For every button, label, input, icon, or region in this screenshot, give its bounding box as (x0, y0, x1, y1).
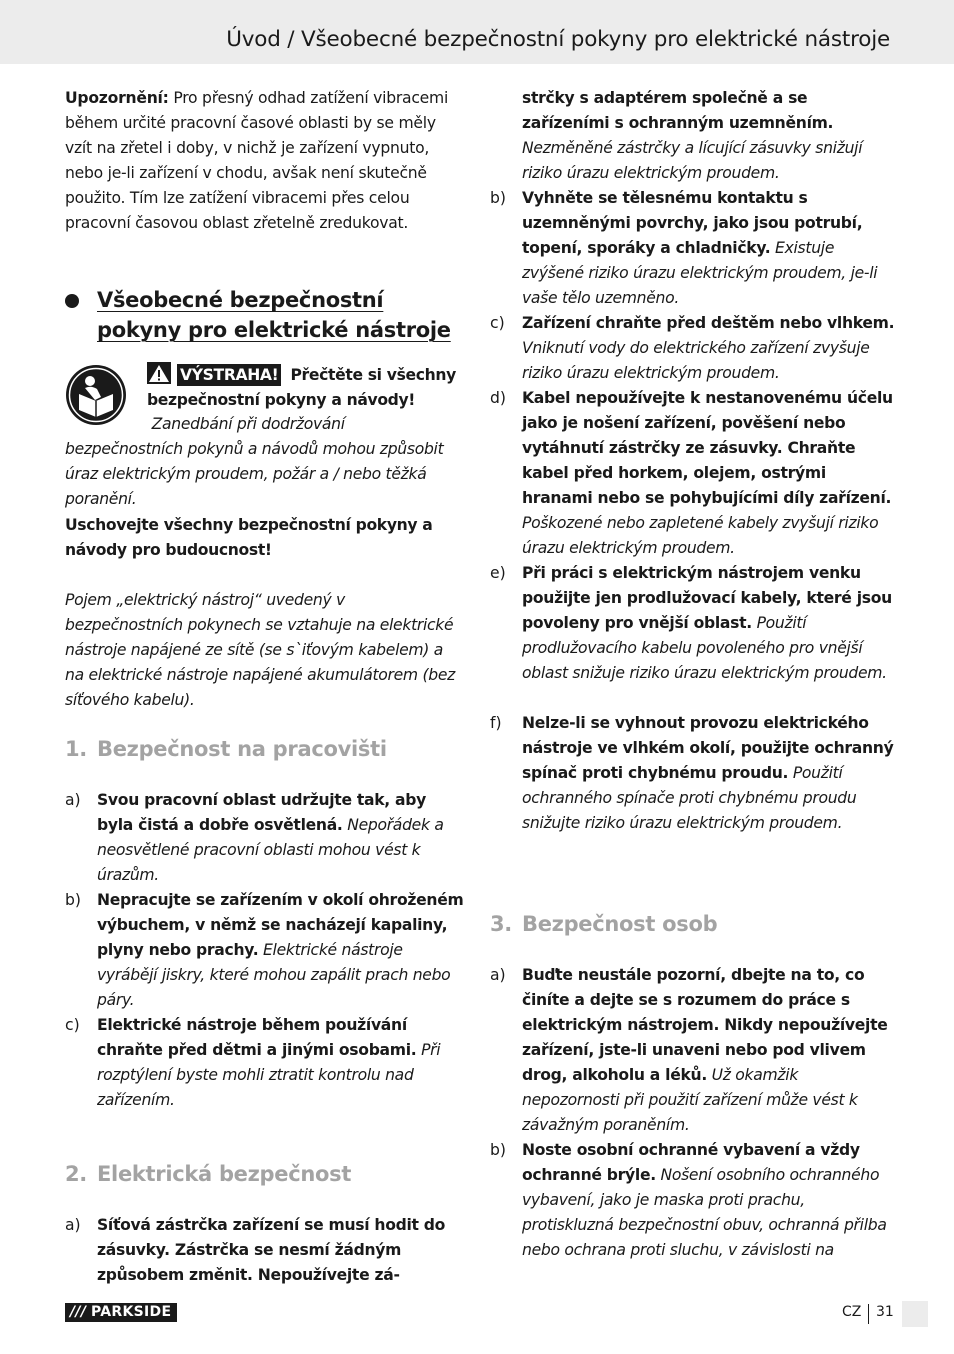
page-number: 31 (876, 1304, 894, 1320)
note-text: Pro přesný odhad zatížení vibracemi během určité pracovní časové oblasti by se měly vzít na zřetel i doby, v nichž je zařízení vypnuto, nebo je-li zařízení v chodu, avšak není skutečně použito. Tím lze zatížení vibracemi přes celou pracovní časovou oblast zřetelně zredukovat. (65, 89, 449, 232)
footer-band (902, 1301, 928, 1327)
heading-bullet (65, 294, 79, 308)
warning-label: VÝSTRAHA! (177, 364, 281, 386)
note-label: Upozornění: (65, 89, 169, 107)
logo-stripes: /// (70, 1304, 87, 1320)
warning-triangle-icon (147, 362, 171, 384)
main-heading-text: Všeobecné bezpečnostní pokyny pro elektrické nástroje (97, 288, 451, 342)
warning-block (147, 362, 467, 413)
keep-instructions: Uschovejte všechny bezpečnostní pokyny a návody pro budoucnost! (65, 516, 433, 559)
warning-bold: Přečtěte si všechny bezpečnostní pokyny a návody! (147, 366, 456, 409)
logo-text: PARKSIDE (91, 1304, 172, 1320)
vibration-note (65, 86, 465, 236)
language-code: CZ (842, 1304, 862, 1320)
footer-divider (868, 1304, 869, 1324)
warning-text: Zanedbání při dodržování bezpečnostních pokynů a návodů mohou způsobit úraz elektrickým proudem, požár a / nebo těžká poranění. (65, 415, 444, 508)
term-definition: Pojem „elektrický nástroj“ uvedený v bezpečnostních pokynech se vztahuje na elektrické nástroje napájené ze sítě (se s`iťovým kabelem) a na elektrické nástroje napájené akumulátorem (bez síťového kabelu). (65, 591, 456, 709)
parkside-logo (65, 1303, 177, 1322)
page-title: Úvod / Všeobecné bezpečnostní pokyny pro elektrické nástroje (226, 27, 890, 52)
